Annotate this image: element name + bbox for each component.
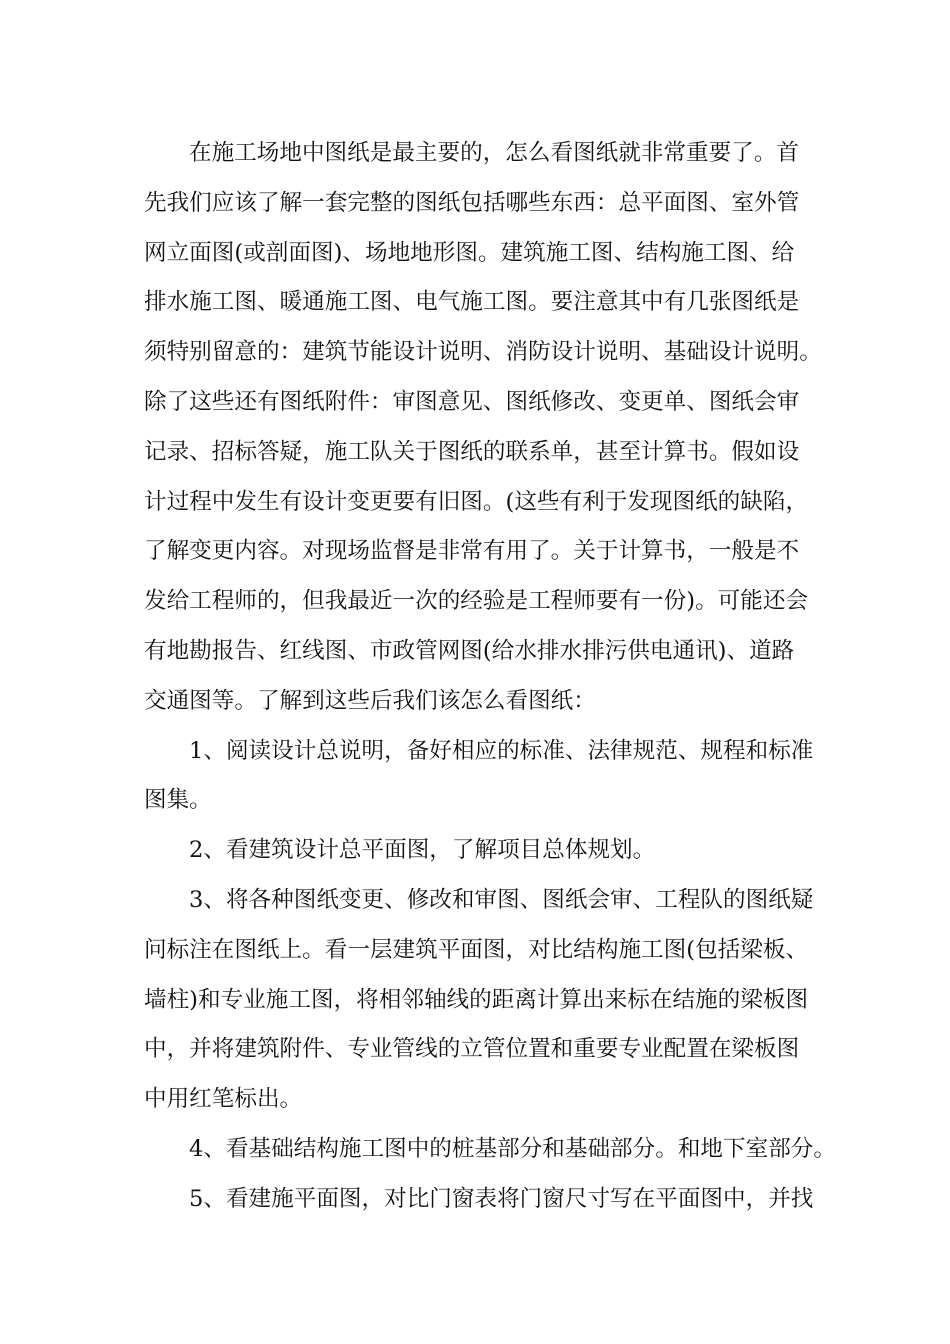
text-line: 计过程中发生有设计变更要有旧图。(这些有利于发现图纸的缺陷， — [144, 488, 809, 515]
text-line: 问标注在图纸上。看一层建筑平面图，对比结构施工图(包括梁板、 — [144, 936, 809, 963]
text-line: 有地勘报告、红线图、市政管网图(给水排水排污供电通讯)、道路 — [144, 637, 795, 664]
text-line: 中用红笔标出。 — [144, 1086, 303, 1113]
text-line: 交通图等。了解到这些后我们该怎么看图纸： — [144, 687, 596, 714]
text-line: 中，并将建筑附件、专业管线的立管位置和重要专业配置在梁板图 — [144, 1036, 800, 1063]
text-line: 除了这些还有图纸附件：审图意见、图纸修改、变更单、图纸会审 — [144, 388, 800, 415]
text-line: 了解变更内容。对现场监督是非常有用了。关于计算书，一般是不 — [144, 538, 800, 565]
text-line: 在施工场地中图纸是最主要的，怎么看图纸就非常重要了。首 — [189, 140, 800, 166]
text-line: 网立面图(或剖面图)、场地地形图。建筑施工图、结构施工图、给 — [144, 239, 795, 266]
step-1-paragraph — [144, 727, 824, 827]
text-line: 须特别留意的：建筑节能设计说明、消防设计说明、基础设计说明。 — [144, 339, 822, 366]
document-body — [144, 129, 836, 1225]
text-line: 排水施工图、暖通施工图、电气施工图。要注意其中有几张图纸是 — [144, 289, 800, 316]
step-2-paragraph — [144, 826, 824, 876]
text-line: 记录、招标答疑，施工队关于图纸的联系单，甚至计算书。假如设 — [144, 438, 800, 465]
text-line: 墙柱)和专业施工图，将相邻轴线的距离计算出来标在结施的梁板图 — [144, 986, 809, 1013]
text-line: 5、看建施平面图，对比门窗表将门窗尺寸写在平面图中，并找 — [189, 1185, 814, 1212]
text-line: 图集。 — [144, 787, 212, 814]
text-line: 3、将各种图纸变更、修改和审图、图纸会审、工程队的图纸疑 — [189, 886, 814, 913]
text-line: 2、看建筑设计总平面图，了解项目总体规划。 — [189, 837, 656, 864]
text-line: 先我们应该了解一套完整的图纸包括哪些东西：总平面图、室外管 — [144, 189, 800, 216]
step-5-paragraph — [144, 1175, 824, 1225]
text-line: 4、看基础结构施工图中的桩基部分和基础部分。和地下室部分。 — [189, 1135, 836, 1162]
intro-paragraph — [144, 129, 824, 727]
step-3-paragraph — [144, 876, 824, 1125]
step-4-paragraph — [144, 1125, 836, 1175]
text-line: 1、阅读设计总说明，备好相应的标准、法律规范、规程和标准 — [189, 737, 814, 764]
text-line: 发给工程师的，但我最近一次的经验是工程师要有一份)。可能还会 — [144, 588, 809, 615]
